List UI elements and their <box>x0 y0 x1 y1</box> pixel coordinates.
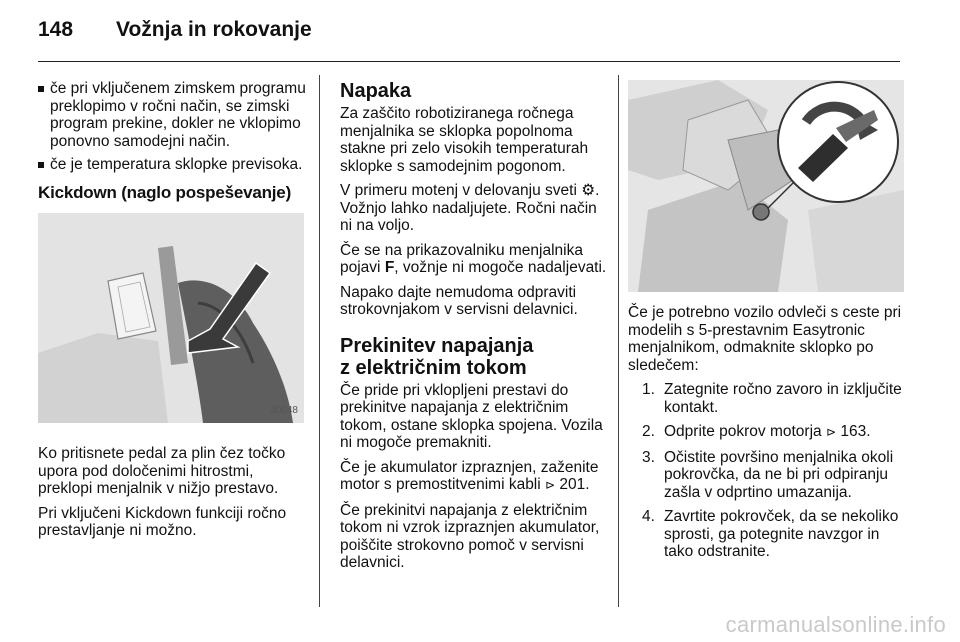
column-divider-2 <box>618 75 619 607</box>
page-number: 148 <box>38 18 74 41</box>
napaka-heading: Napaka <box>340 80 412 102</box>
prekinitev-paragraph-2: Če je akumulator izpraznjen, zaženite motor s premostitvenimi kabli ⊳ 201. <box>340 458 599 493</box>
right-column <box>628 80 904 568</box>
napaka-paragraph-3: Če se na prikazovalniku menjalnika pojavi F, vožnje ni mogoče nadaljevati. <box>340 241 607 276</box>
middle-column <box>340 80 608 579</box>
list-item: če je temperatura sklopke previsoka. <box>38 156 306 174</box>
page-reference[interactable]: 163. <box>840 423 871 440</box>
page-title: Vožnja in rokovanje <box>116 18 312 41</box>
kickdown-paragraph-1: Ko pritisnete pedal za plin čez točko upora pod določenimi hitrostmi, preklopi menjalnik v nižjo prestavo. <box>38 445 286 497</box>
list-item: 2. Odprite pokrov motorja ⊳ 163. <box>642 423 871 440</box>
kickdown-heading: Kickdown (naglo pospeševanje) <box>38 182 292 202</box>
watermark: carmanualsonline.info <box>725 612 946 637</box>
prekinitev-heading: Prekinitev napajanja z električnim tokom <box>340 334 534 379</box>
header-rule <box>38 61 900 62</box>
page-reference-icon: ⊳ <box>825 425 837 439</box>
page-reference[interactable]: 201. <box>559 476 590 493</box>
engine-figure <box>628 80 904 292</box>
figure-code: 30048 <box>270 404 298 416</box>
napaka-paragraph-1: Za zaščito robotiziranega ročnega menjalnika se sklopka popolnoma stakne pri zelo visokih temperaturah sklopke s samodejnim pogonom. <box>340 105 589 175</box>
list-item: 4. Zavrtite pokrovček, da se nekoliko sprosti, ga potegnite navzgor in tako odstranite. <box>642 508 899 560</box>
towing-intro: Če je potrebno vozilo odvleči s ceste pri modelih s 5-prestavnim Easytronic menjalnikom, odmaknite sklopko po sledečem: <box>628 304 902 374</box>
napaka-paragraph-4: Napako dajte nemudoma odpraviti strokovnjakom v servisni delavnici. <box>340 283 578 318</box>
kickdown-figure <box>38 213 304 423</box>
column-divider-1 <box>319 75 320 607</box>
napaka-paragraph-2: V primeru motenj v delovanju sveti ⚙. Vožnjo lahko nadaljujete. Ročni način ni na voljo. <box>340 182 600 234</box>
prekinitev-paragraph-1: Če pride pri vklopljeni prestavi do prekinitve napajanja z električnim tokom, ostane sklopka spojena. Vozila ni mogoče premakniti. <box>340 381 603 451</box>
engine-illustration <box>628 80 904 292</box>
page-header <box>38 18 312 48</box>
pedal-illustration <box>38 213 304 423</box>
left-column <box>38 80 306 547</box>
step-list <box>628 381 904 561</box>
kickdown-paragraph-2: Pri vključeni Kickdown funkciji ročno prestavljanje ni možno. <box>38 504 287 539</box>
list-item: če pri vključenem zimskem programu preklopimo v ročni način, se zimski program prekine, dokler ne vklopimo ponovno samodejni način. <box>38 80 306 150</box>
page-reference-icon: ⊳ <box>545 478 556 492</box>
bullet-list <box>38 80 306 174</box>
list-item: 3. Očistite površino menjalnika okoli pokrovčka, da ne bi pri odpiranju zašla v odprtino umazanija. <box>642 448 894 501</box>
prekinitev-paragraph-3: Če prekinitvi napajanja z električnim tokom ni vzrok izpraznjen akumulator, poiščite strokovno pomoč v servisni delavnici. <box>340 501 600 571</box>
list-item: 1. Zategnite ročno zavoro in izključite kontakt. <box>642 381 902 416</box>
